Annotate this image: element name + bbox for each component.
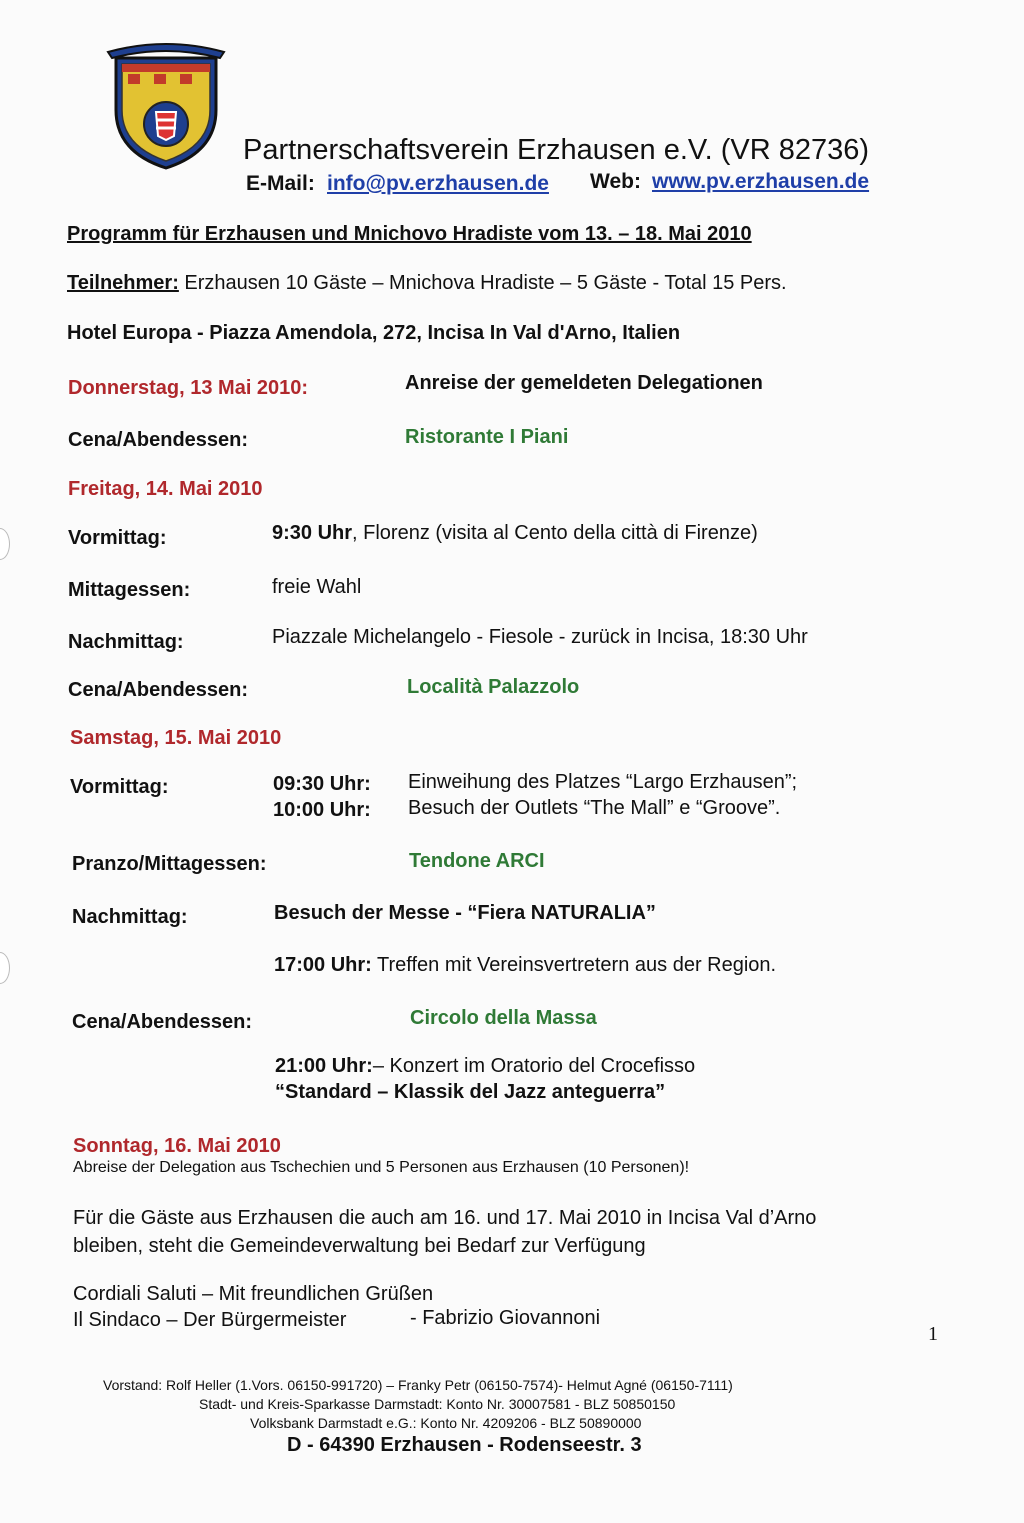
day3-afternoon-text: Besuch der Messe - “Fiera NATURALIA”: [274, 902, 656, 924]
day3-morning-label: Vormittag:: [70, 776, 169, 798]
footer-board: Vorstand: Rolf Heller (1.Vors. 06150-991720) – Franky Petr (06150-7574)- Helmut Agné (06150-7111): [103, 1377, 733, 1393]
day3-dinner-venue: Circolo della Massa: [410, 1007, 597, 1029]
punch-hole-top: [0, 528, 10, 560]
day2-afternoon-label: Nachmittag:: [68, 631, 184, 653]
closing-mayor-title: Il Sindaco – Der Bürgermeister: [73, 1309, 347, 1331]
day3-lunch-venue: Tendone ARCI: [409, 850, 545, 872]
day3-concert-title: “Standard – Klassik del Jazz anteguerra”: [275, 1081, 666, 1103]
participants-line: [67, 272, 787, 295]
day2-morning-line: [272, 522, 758, 545]
coat-of-arms-logo: [104, 40, 228, 170]
web-label: Web:: [590, 170, 641, 193]
email-link[interactable]: info@pv.erzhausen.de: [327, 172, 549, 195]
punch-hole-bottom: [0, 952, 10, 984]
day2-morning-label: Vormittag:: [68, 527, 167, 549]
day3-concert-line: [275, 1055, 695, 1078]
day3-afternoon-text2: Treffen mit Vereinsvertretern aus der Region.: [371, 954, 777, 976]
footer-bank1: Stadt- und Kreis-Sparkasse Darmstadt: Konto Nr. 30007581 - BLZ 50850150: [199, 1396, 676, 1412]
closing-mayor-name: - Fabrizio Giovannoni: [410, 1307, 601, 1329]
day1-dinner-label: Cena/Abendessen:: [68, 429, 249, 451]
day2-dinner-venue: Località Palazzolo: [407, 676, 580, 698]
day2-afternoon-text: Piazzale Michelangelo - Fiesole - zurück in Incisa, 18:30 Uhr: [272, 626, 808, 648]
day4-heading: Sonntag, 16. Mai 2010: [73, 1135, 281, 1157]
day3-concert-time: 21:00 Uhr:: [275, 1055, 373, 1077]
day1-dinner-venue: Ristorante I Piani: [405, 426, 569, 448]
footer-address: D - 64390 Erzhausen - Rodenseestr. 3: [287, 1434, 642, 1456]
web-link[interactable]: www.pv.erzhausen.de: [652, 170, 870, 193]
day3-morning-time2: 10:00 Uhr:: [273, 799, 371, 821]
day2-morning-time: 9:30 Uhr: [272, 522, 353, 544]
day3-afternoon-time2: 17:00 Uhr:: [274, 954, 372, 976]
org-name: Partnerschaftsverein Erzhausen e.V. (VR 82736): [243, 134, 869, 166]
day1-heading: Donnerstag, 13 Mai 2010:: [68, 377, 309, 399]
day3-afternoon-label: Nachmittag:: [72, 906, 188, 928]
day2-lunch-label: Mittagessen:: [68, 579, 191, 601]
day3-afternoon-line2: [274, 954, 776, 977]
day2-lunch-text: freie Wahl: [272, 576, 362, 598]
participants-text: Erzhausen 10 Gäste – Mnichova Hradiste – 5 Gäste - Total 15 Pers.: [178, 272, 787, 294]
note-line1: Für die Gäste aus Erzhausen die auch am 16. und 17. Mai 2010 in Incisa Val d’Arno: [73, 1207, 817, 1229]
day3-morning-text2: Besuch der Outlets “The Mall” e “Groove”.: [408, 797, 781, 819]
email-label: E-Mail:: [246, 172, 315, 195]
day3-morning-text1: Einweihung des Platzes “Largo Erzhausen”;: [408, 771, 798, 793]
day2-heading: Freitag, 14. Mai 2010: [68, 478, 263, 500]
day3-concert-text: – Konzert im Oratorio del Crocefisso: [372, 1055, 696, 1077]
day3-heading: Samstag, 15. Mai 2010: [70, 727, 282, 749]
note-line2: bleiben, steht die Gemeindeverwaltung bei Bedarf zur Verfügung: [73, 1235, 646, 1257]
page-number: 1: [928, 1323, 938, 1345]
day3-dinner-label: Cena/Abendessen:: [72, 1011, 253, 1033]
program-title: Programm für Erzhausen und Mnichovo Hradiste vom 13. – 18. Mai 2010: [67, 223, 752, 245]
day4-departure: Abreise der Delegation aus Tschechien und 5 Personen aus Erzhausen (10 Personen)!: [73, 1159, 690, 1176]
footer-bank2: Volksbank Darmstadt e.G.: Konto Nr. 4209206 - BLZ 50890000: [250, 1415, 642, 1431]
day3-lunch-label: Pranzo/Mittagessen:: [72, 853, 267, 875]
day3-morning-time1: 09:30 Uhr:: [273, 773, 371, 795]
day1-arrival: Anreise der gemeldeten Delegationen: [405, 372, 763, 394]
hotel-line: Hotel Europa - Piazza Amendola, 272, Incisa In Val d'Arno, Italien: [67, 322, 681, 344]
day2-morning-text: , Florenz (visita al Cento della città di Firenze): [352, 522, 758, 544]
participants-label: Teilnehmer:: [67, 272, 179, 294]
closing-greeting: Cordiali Saluti – Mit freundlichen Grüßen: [73, 1283, 434, 1305]
day2-dinner-label: Cena/Abendessen:: [68, 679, 249, 701]
